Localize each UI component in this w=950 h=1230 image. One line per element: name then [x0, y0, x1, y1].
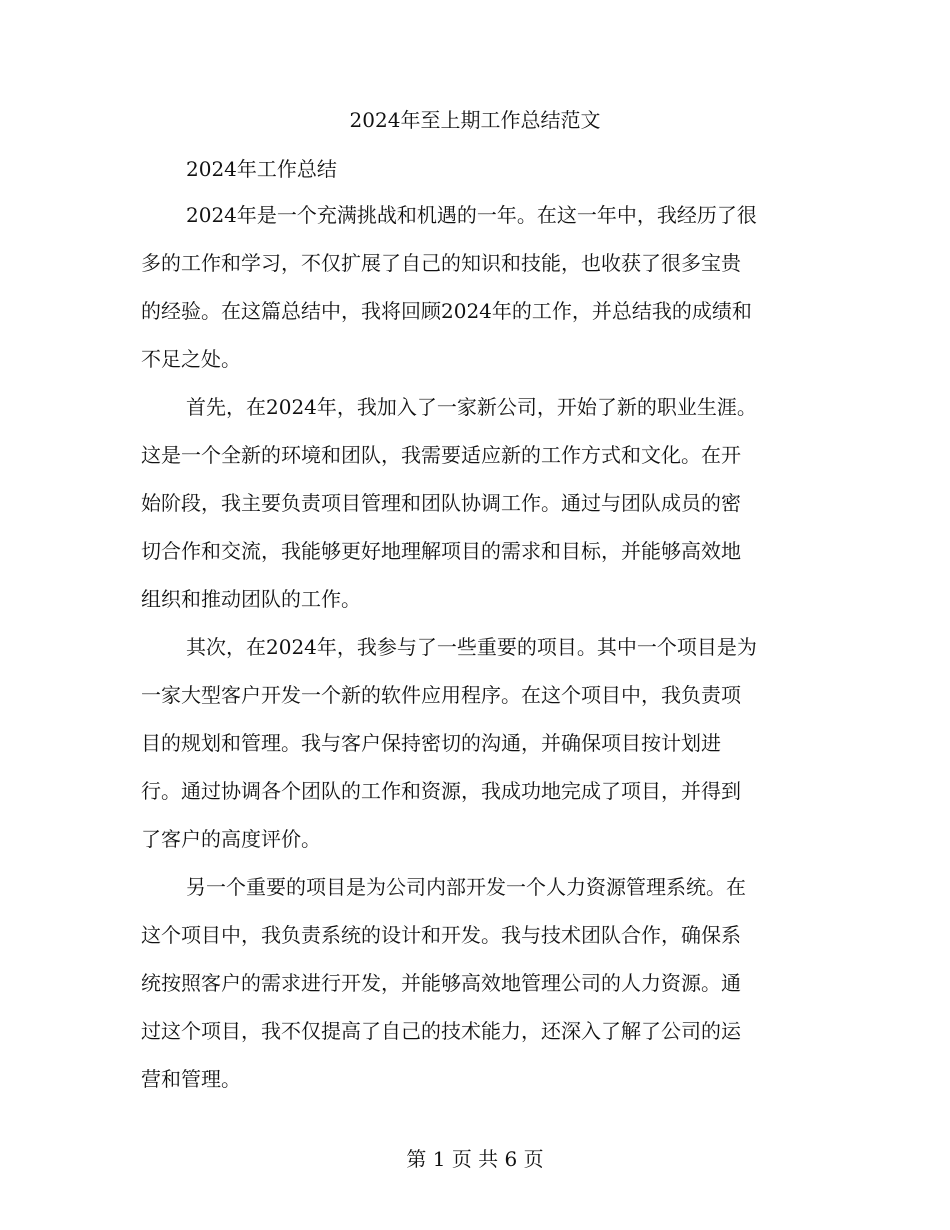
paragraph-line: 营和管理。	[141, 1067, 241, 1091]
section-heading: 2024年工作总结	[186, 157, 337, 181]
paragraph-line: 2024年是一个充满挑战和机遇的一年。在这一年中，我经历了很	[186, 203, 757, 227]
paragraph-line: 这是一个全新的环境和团队，我需要适应新的工作方式和文化。在开	[141, 443, 741, 467]
paragraph-line: 过这个项目，我不仅提高了自己的技术能力，还深入了解了公司的运	[141, 1019, 741, 1043]
paragraph-line: 首先，在2024年，我加入了一家新公司，开始了新的职业生涯。	[186, 395, 757, 419]
paragraph-line: 另一个重要的项目是为公司内部开发一个人力资源管理系统。在	[186, 875, 746, 899]
paragraph-line: 统按照客户的需求进行开发，并能够高效地管理公司的人力资源。通	[141, 971, 741, 995]
page-number-footer: 第 1 页 共 6 页	[406, 1147, 544, 1171]
paragraph-line: 切合作和交流，我能够更好地理解项目的需求和目标，并能够高效地	[141, 539, 741, 563]
paragraph-line: 了客户的高度评价。	[141, 827, 321, 851]
paragraph-line: 这个项目中，我负责系统的设计和开发。我与技术团队合作，确保系	[141, 923, 741, 947]
paragraph-line: 一家大型客户开发一个新的软件应用程序。在这个项目中，我负责项	[141, 683, 741, 707]
paragraph-line: 行。通过协调各个团队的工作和资源，我成功地完成了项目，并得到	[141, 779, 741, 803]
paragraph-line: 多的工作和学习，不仅扩展了自己的知识和技能，也收获了很多宝贵	[141, 251, 741, 275]
paragraph-line: 不足之处。	[141, 347, 241, 371]
paragraph-line: 组织和推动团队的工作。	[141, 587, 361, 611]
document-title: 2024年至上期工作总结范文	[349, 108, 601, 132]
paragraph-line: 其次，在2024年，我参与了一些重要的项目。其中一个项目是为	[186, 635, 757, 659]
paragraph-line: 目的规划和管理。我与客户保持密切的沟通，并确保项目按计划进	[141, 731, 721, 755]
paragraph-line: 始阶段，我主要负责项目管理和团队协调工作。通过与团队成员的密	[141, 491, 741, 515]
paragraph-line: 的经验。在这篇总结中，我将回顾2024年的工作，并总结我的成绩和	[141, 299, 752, 323]
